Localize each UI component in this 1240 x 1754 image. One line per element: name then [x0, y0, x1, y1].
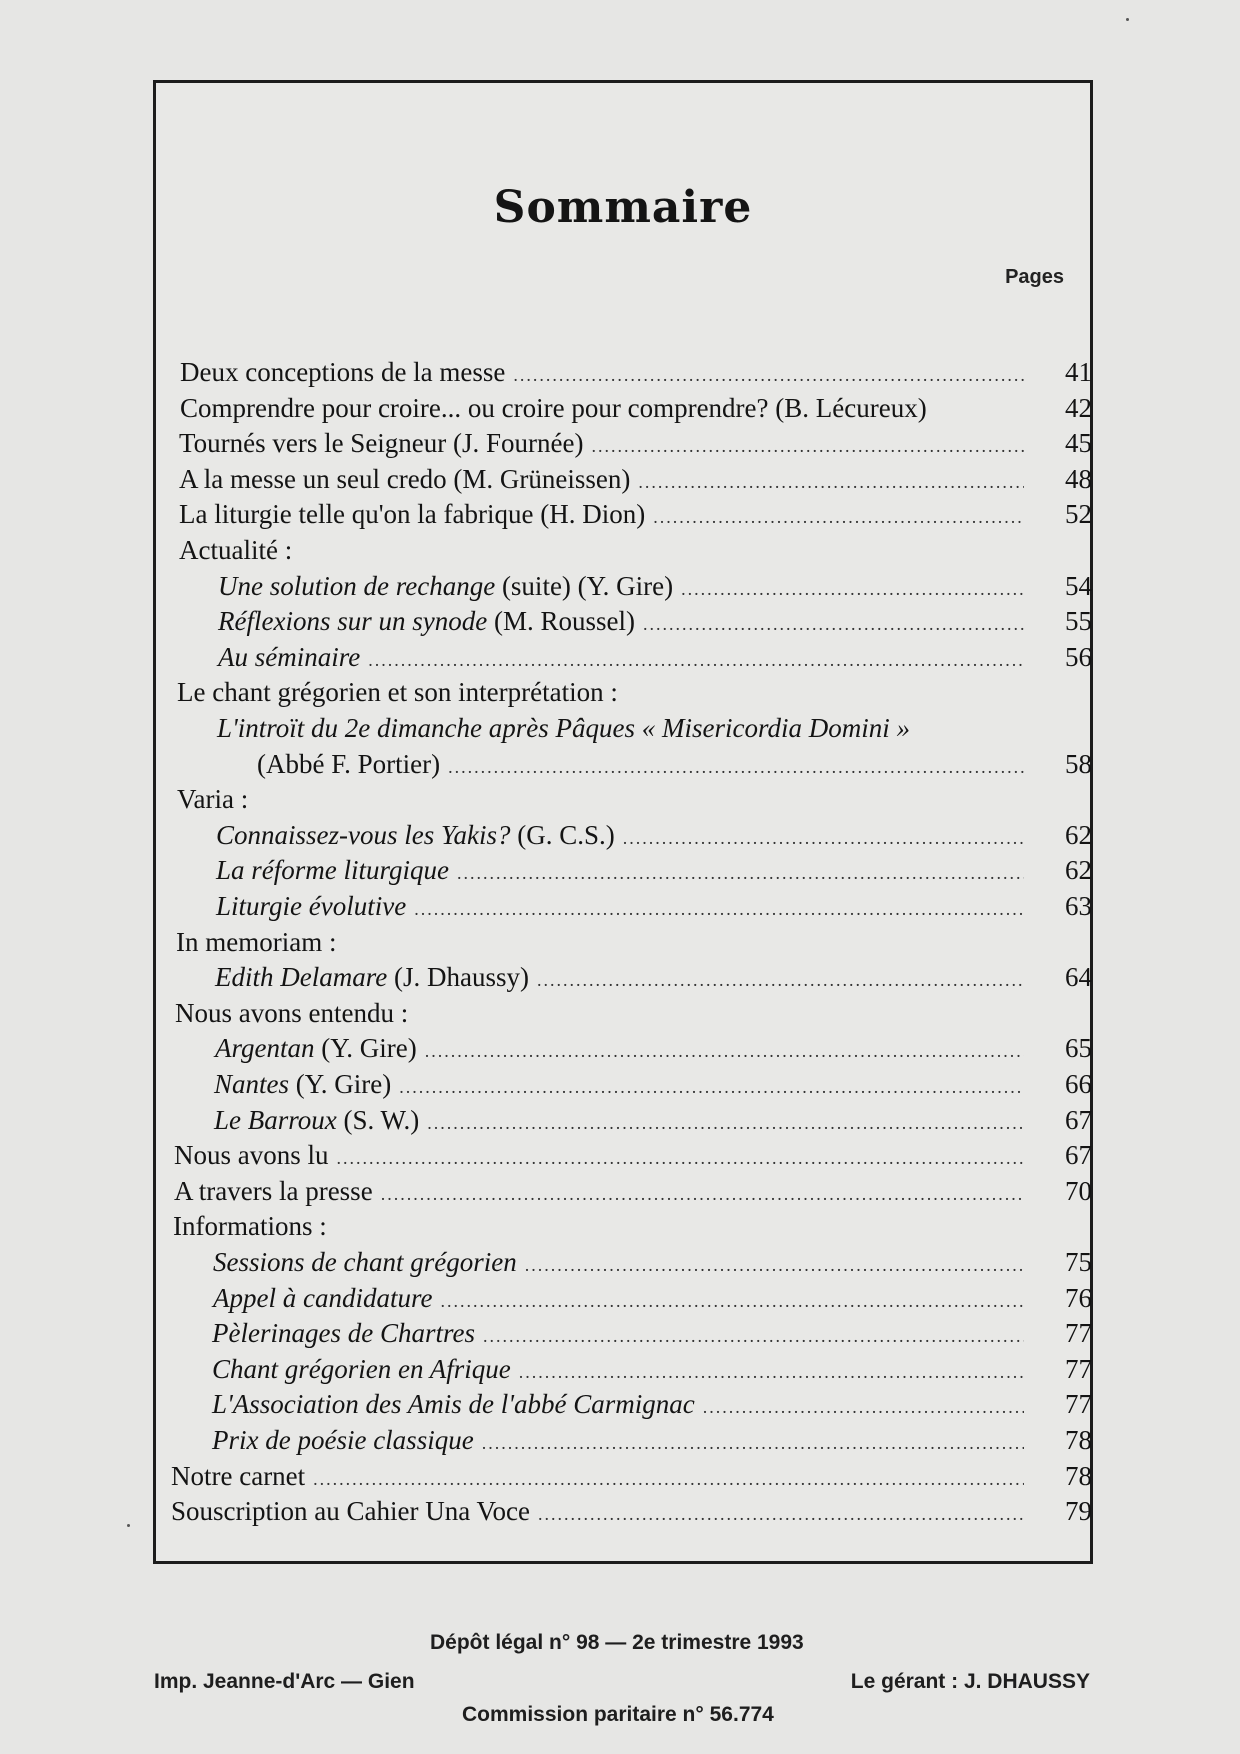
toc-entry-text: Comprendre pour croire... ou croire pour comprendre? (B. Lécureux) — [180, 393, 927, 423]
toc-entry — [179, 462, 1092, 496]
toc-entry — [212, 1387, 1092, 1421]
toc-entry — [175, 996, 1030, 1030]
toc-entry — [257, 747, 1092, 781]
toc-entry-title — [171, 1494, 530, 1528]
commission-number: Commission paritaire n° 56.774 — [462, 1703, 774, 1726]
toc-entry-title — [179, 462, 630, 496]
toc-entry-page-number: 64 — [1065, 962, 1092, 992]
dot-leader — [643, 607, 1024, 641]
toc-entry-title — [174, 1174, 373, 1208]
toc-entry-text: (Y. Gire) — [289, 1069, 392, 1099]
toc-entry-text: Notre carnet — [171, 1461, 306, 1491]
toc-entry-title — [216, 853, 449, 887]
printer-credit: Imp. Jeanne-d'Arc — Gien — [154, 1670, 415, 1693]
toc-entry — [177, 782, 1030, 816]
toc-entry-text: A la messe un seul credo (M. Grüneissen) — [179, 464, 631, 494]
toc-entry-text: La liturgie telle qu'on la fabrique (H. Dion) — [179, 499, 646, 529]
dot-leader — [425, 1034, 1024, 1068]
dot-leader — [313, 1462, 1024, 1496]
toc-entry-text: Deux conceptions de la messe — [180, 357, 506, 387]
toc-entry — [212, 1316, 1092, 1350]
toc-entry-text: (Abbé F. Portier) — [257, 749, 441, 779]
dot-leader — [368, 643, 1024, 677]
contents-frame — [153, 80, 1093, 1564]
toc-entry — [180, 391, 1092, 425]
toc-entry-page-number: 56 — [1065, 642, 1092, 672]
toc-entry — [218, 640, 1092, 674]
toc-entry-title — [175, 996, 408, 1030]
toc-entry-text: (suite) (Y. Gire) — [495, 571, 674, 601]
dot-leader — [337, 1141, 1025, 1175]
dot-leader — [483, 1319, 1024, 1353]
toc-entry-italic-title: Sessions de chant grégorien — [213, 1247, 517, 1277]
dot-leader — [538, 1497, 1024, 1531]
dot-leader — [381, 1177, 1024, 1211]
toc-entry-title — [214, 1103, 419, 1137]
toc-entry — [179, 426, 1092, 460]
toc-entry-title — [257, 747, 440, 781]
toc-entry-page-number: 75 — [1065, 1247, 1092, 1277]
dot-leader — [537, 963, 1024, 997]
toc-entry-page-number: 42 — [1065, 393, 1092, 423]
toc-entry-italic-title: Une solution de rechange — [218, 571, 496, 601]
toc-entry-text: (S. W.) — [336, 1105, 420, 1135]
toc-entry-title — [216, 889, 406, 923]
toc-entry-page-number: 45 — [1065, 428, 1092, 458]
toc-entry-page-number: 55 — [1065, 606, 1092, 636]
toc-entry-italic-title: L'Association des Amis de l'abbé Carmignac — [212, 1389, 695, 1419]
toc-entry-italic-title: Prix de poésie classique — [212, 1425, 474, 1455]
dot-leader — [681, 572, 1024, 606]
toc-entry — [218, 604, 1092, 638]
toc-entry — [216, 853, 1092, 887]
toc-entry-text: Informations : — [173, 1211, 327, 1241]
toc-entry-page-number: 67 — [1065, 1140, 1092, 1170]
toc-entry-title — [213, 1281, 432, 1315]
toc-entry-title — [215, 1031, 417, 1065]
toc-entry-title — [177, 782, 248, 816]
toc-entry — [171, 1459, 1092, 1493]
scan-speck — [1126, 18, 1129, 21]
manager-credit: Le gérant : J. DHAUSSY — [850, 1670, 1090, 1693]
dot-leader — [399, 1070, 1024, 1104]
toc-entry-title — [179, 426, 584, 460]
toc-entry — [214, 1103, 1092, 1137]
toc-entry-text: (J. Dhaussy) — [387, 962, 529, 992]
toc-entry — [174, 1138, 1092, 1172]
toc-entry — [179, 533, 1030, 567]
toc-entry-title — [217, 711, 910, 745]
toc-entry-page-number: 70 — [1065, 1176, 1092, 1206]
toc-entry-text: Varia : — [177, 784, 249, 814]
toc-entry — [216, 889, 1092, 923]
toc-entry — [180, 355, 1092, 389]
toc-entry — [215, 1031, 1092, 1065]
dot-leader — [638, 465, 1024, 499]
dot-leader — [623, 821, 1024, 855]
toc-entry-title — [212, 1316, 475, 1350]
dot-leader — [482, 1426, 1024, 1460]
dot-leader — [427, 1106, 1024, 1140]
toc-entry — [218, 569, 1092, 603]
dot-leader — [519, 1355, 1024, 1389]
toc-entry-title — [177, 675, 618, 709]
toc-entry-page-number: 65 — [1065, 1033, 1092, 1063]
toc-entry-page-number: 67 — [1065, 1105, 1092, 1135]
toc-entry-italic-title: Liturgie évolutive — [216, 891, 407, 921]
toc-entry — [213, 1281, 1092, 1315]
toc-entry-page-number: 78 — [1065, 1461, 1092, 1491]
toc-entry-page-number: 76 — [1065, 1283, 1092, 1313]
toc-entry-text: (Y. Gire) — [314, 1033, 417, 1063]
dot-leader — [703, 1390, 1024, 1424]
toc-entry-title — [180, 391, 927, 425]
toc-entry-title — [212, 1423, 474, 1457]
toc-entry-text: Souscription au Cahier Una Voce — [171, 1496, 530, 1526]
toc-entry — [179, 497, 1092, 531]
toc-entry-italic-title: Connaissez-vous les Yakis? — [216, 820, 511, 850]
toc-entry-title — [213, 1245, 517, 1279]
toc-entry-text: (M. Roussel) — [487, 606, 635, 636]
dot-leader — [457, 856, 1024, 890]
toc-entry-page-number: 62 — [1065, 855, 1092, 885]
toc-entry-title — [176, 925, 336, 959]
toc-entry-italic-title: La réforme liturgique — [216, 855, 449, 885]
toc-entry-title — [174, 1138, 329, 1172]
toc-entry-italic-title: Chant grégorien en Afrique — [212, 1354, 511, 1384]
toc-entry-title — [180, 355, 505, 389]
toc-entry-text: Nous avons entendu : — [175, 998, 409, 1028]
scan-speck — [127, 1524, 130, 1527]
toc-entry-title — [218, 569, 673, 603]
toc-entry-title — [214, 1067, 391, 1101]
dot-leader — [414, 892, 1024, 926]
page-title: Sommaire — [493, 182, 753, 233]
toc-entry-page-number: 54 — [1065, 571, 1092, 601]
toc-entry — [212, 1423, 1092, 1457]
toc-entry-italic-title: Pèlerinages de Chartres — [212, 1318, 475, 1348]
toc-entry-page-number: 41 — [1065, 357, 1092, 387]
toc-entry — [174, 1174, 1092, 1208]
toc-entry-italic-title: Nantes — [214, 1069, 290, 1099]
dot-leader — [525, 1248, 1024, 1282]
toc-entry-page-number: 58 — [1065, 749, 1092, 779]
toc-entry-title — [179, 497, 645, 531]
legal-deposit: Dépôt légal n° 98 — 2e trimestre 1993 — [430, 1631, 804, 1654]
dot-leader — [440, 1284, 1024, 1318]
dot-leader — [513, 358, 1024, 392]
toc-entry-text: Le chant grégorien et son interprétation : — [177, 677, 618, 707]
toc-entry-page-number: 48 — [1065, 464, 1092, 494]
toc-entry-italic-title: Au séminaire — [218, 642, 361, 672]
toc-entry-text: A travers la presse — [174, 1176, 373, 1206]
toc-entry-page-number: 79 — [1065, 1496, 1092, 1526]
toc-entry-title — [212, 1352, 511, 1386]
toc-entry-title — [212, 1387, 695, 1421]
toc-entry-title — [215, 960, 529, 994]
toc-entry — [213, 1245, 1092, 1279]
toc-entry-text: (G. C.S.) — [510, 820, 615, 850]
toc-entry-title — [216, 818, 615, 852]
toc-entry-italic-title: Argentan — [215, 1033, 315, 1063]
toc-entry — [176, 925, 1030, 959]
toc-entry-page-number: 77 — [1065, 1318, 1092, 1348]
toc-entry-page-number: 62 — [1065, 820, 1092, 850]
toc-entry-page-number: 63 — [1065, 891, 1092, 921]
toc-entry-title — [173, 1209, 327, 1243]
toc-entry-title — [179, 533, 292, 567]
toc-entry — [214, 1067, 1092, 1101]
toc-entry-italic-title: Edith Delamare — [215, 962, 388, 992]
toc-entry-text: Actualité : — [179, 535, 293, 565]
toc-entry-title — [218, 640, 360, 674]
toc-entry-page-number: 78 — [1065, 1425, 1092, 1455]
toc-entry-text: Nous avons lu — [174, 1140, 329, 1170]
toc-entry — [171, 1494, 1092, 1528]
toc-entry-italic-title: Appel à candidature — [213, 1283, 433, 1313]
toc-entry-italic-title: Réflexions sur un synode — [218, 606, 488, 636]
toc-entry — [173, 1209, 1030, 1243]
toc-entry-italic-title: Le Barroux — [214, 1105, 337, 1135]
toc-entry-italic-title: L'introït du 2e dimanche après Pâques « Misericordia Domini » — [217, 713, 910, 743]
toc-entry — [215, 960, 1092, 994]
toc-entry-text: In memoriam : — [176, 927, 337, 957]
dot-leader — [448, 750, 1024, 784]
pages-column-label: Pages — [1005, 266, 1064, 288]
toc-entry — [216, 818, 1092, 852]
toc-entry-text: Tournés vers le Seigneur (J. Fournée) — [179, 428, 584, 458]
toc-entry-page-number: 77 — [1065, 1354, 1092, 1384]
dot-leader — [592, 429, 1025, 463]
toc-entry-page-number: 66 — [1065, 1069, 1092, 1099]
toc-entry-title — [171, 1459, 305, 1493]
toc-entry — [217, 711, 1030, 745]
toc-entry — [177, 675, 1030, 709]
toc-entry-page-number: 77 — [1065, 1389, 1092, 1419]
toc-entry-page-number: 52 — [1065, 499, 1092, 529]
dot-leader — [653, 500, 1024, 534]
toc-entry — [212, 1352, 1092, 1386]
toc-entry-title — [218, 604, 635, 638]
